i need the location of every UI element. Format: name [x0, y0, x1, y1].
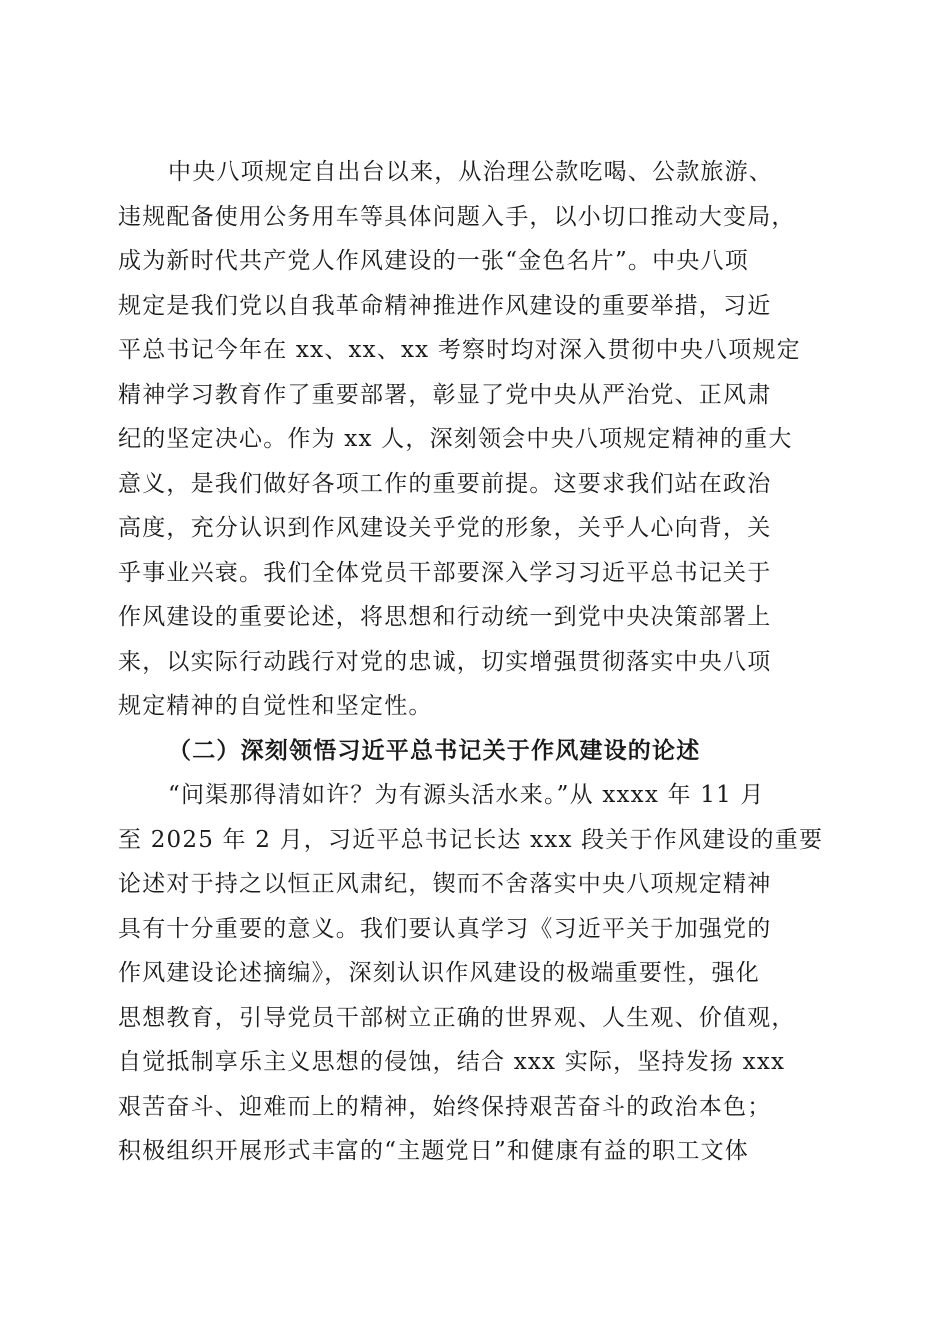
text-line: 具有十分重要的意义。我们要认真学习《习近平关于加强党的: [118, 915, 772, 942]
text-line: 作风建设的重要论述，将思想和行动统一到党中央决策部署上: [118, 604, 772, 630]
paragraph-eight-provisions: [118, 150, 832, 729]
text-line: 中央八项规定自出台以来，从治理公款吃喝、公款旅游、: [168, 159, 773, 185]
document-body: [118, 150, 832, 1174]
text-line: 违规配备使用公务用车等具体问题入手，以小切口推动大变局，: [118, 203, 796, 230]
text-line: 作风建设论述摘编》，深刻认识作风建设的极端重要性，强化: [118, 960, 760, 986]
text-line: 思想教育，引导党员干部树立正确的世界观、人生观、价值观，: [118, 1004, 796, 1031]
text-line: 乎事业兴衰。我们全体党员干部要深入学习习近平总书记关于: [118, 559, 772, 586]
text-line: 精神学习教育作了重要部署，彰显了党中央从严治党、正风肃: [118, 381, 772, 408]
text-line: 积极组织开展形式丰富的“主题党日”和健康有益的职工文体: [118, 1138, 749, 1164]
text-line: 规定是我们党以自我革命精神推进作风建设的重要举措，习近: [118, 292, 772, 319]
text-line: 高度，充分认识到作风建设关乎党的形象，关乎人心向背，关: [118, 515, 772, 541]
text-line: 成为新时代共产党人作风建设的一张“金色名片”。中央八项: [118, 248, 749, 274]
text-line: 意义，是我们做好各项工作的重要前提。这要求我们站在政治: [118, 470, 772, 497]
text-line: 自觉抵制享乐主义思想的侵蚀，结合 xxx 实际，坚持发扬 xxx: [118, 1049, 786, 1075]
text-line: 艰苦奋斗、迎难而上的精神，始终保持艰苦奋斗的政治本色；: [118, 1093, 772, 1120]
text-line: 纪的坚定决心。作为 xx 人，深刻领会中央八项规定精神的重大: [118, 426, 793, 452]
text-line: 至 2025 年 2 月，习近平总书记长达 xxx 段关于作风建设的重要: [118, 826, 824, 853]
paragraph-style-discourse: [118, 773, 832, 1174]
text-line: 论述对于持之以恒正风肃纪，锲而不舍落实中央八项规定精神: [118, 871, 772, 897]
section-heading: （二）深刻领悟习近平总书记关于作风建设的论述: [168, 736, 701, 764]
text-line: 平总书记今年在 xx、xx、xx 考察时均对深入贯彻中央八项规定: [118, 337, 801, 363]
text-line: “问渠那得清如许？为有源头活水来。”从 xxxx 年 11 月: [168, 782, 765, 808]
text-line: 规定精神的自觉性和坚定性。: [118, 693, 433, 719]
text-line: 来，以实际行动践行对党的忠诚，切实增强贯彻落实中央八项: [118, 648, 772, 675]
